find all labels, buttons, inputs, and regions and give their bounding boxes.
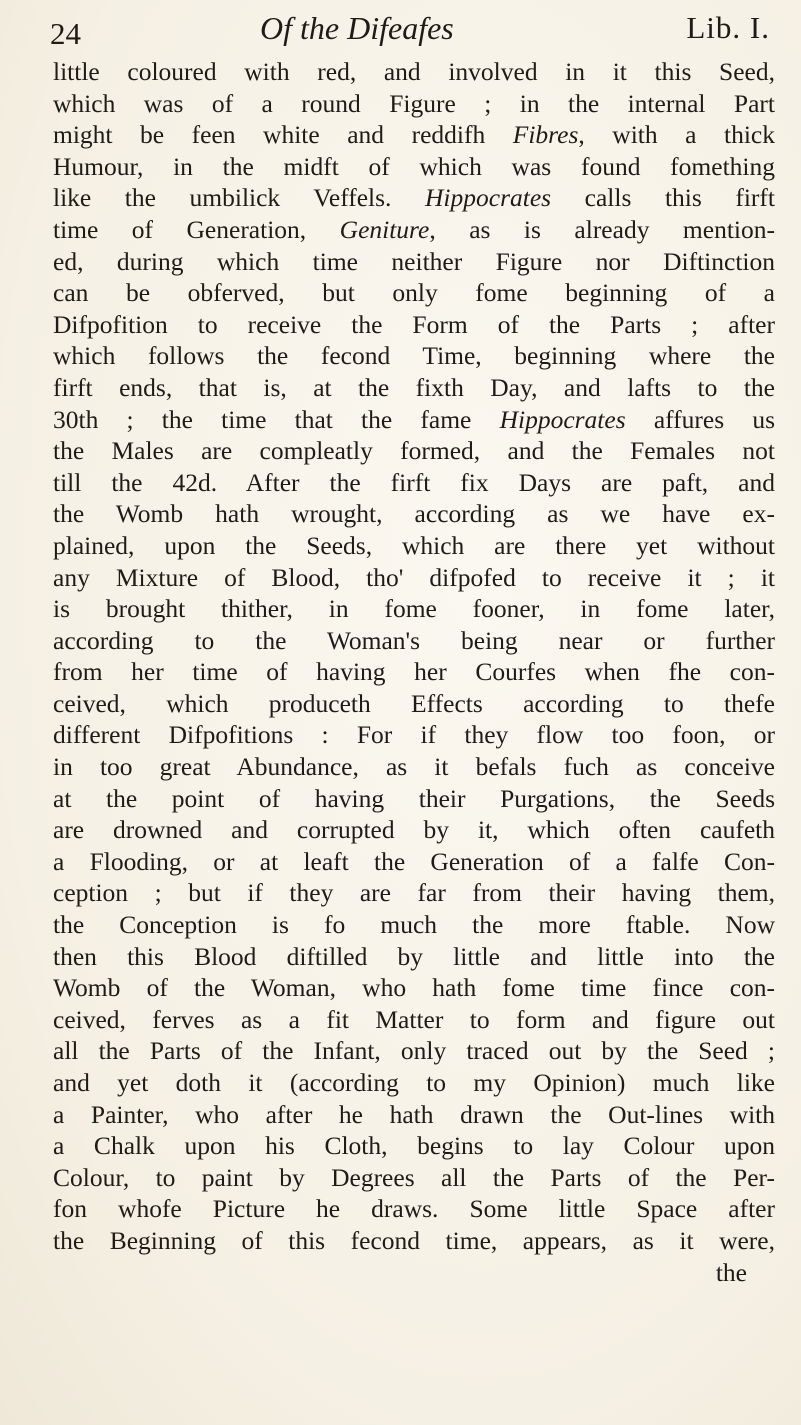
body-text	[53, 56, 775, 1288]
page-number: 24	[50, 16, 81, 51]
text-line: a Chalk upon his Cloth, begins to lay Colour upon	[53, 1131, 775, 1161]
text-line: Colour, to paint by Degrees all the Parts of the Per-	[53, 1162, 775, 1192]
text-line: the	[715, 1257, 747, 1287]
text-line: Womb of the Woman, who hath fome time fince con-	[53, 973, 775, 1003]
text-line: little coloured with red, and involved in it this Seed,	[53, 57, 775, 86]
text-line: according to the Woman's being near or further	[53, 625, 775, 655]
text-line: ed, during which time neither Figure nor Diftinction	[53, 246, 775, 276]
text-line: then this Blood diftilled by little and little into the	[53, 941, 775, 971]
text-line: might be feen white and reddifh Fibres, with a thick	[53, 120, 775, 150]
text-line: plained, upon the Seeds, which are there yet without	[53, 530, 775, 560]
text-line: 30th ; the time that the fame Hippocrates affures us	[53, 404, 776, 434]
text-line: is brought thither, in fome fooner, in fome later,	[53, 594, 775, 624]
text-line: a Flooding, or at leaft the Generation of a falfe Con-	[53, 846, 775, 876]
text-line: different Difpofitions : For if they flow too foon, or	[53, 720, 775, 750]
text-line: like the umbilick Veffels. Hippocrates calls this firft	[53, 183, 776, 213]
book-reference: Lib. I.	[686, 10, 770, 45]
text-line: all the Parts of the Infant, only traced out by the Seed ;	[53, 1036, 775, 1066]
text-line: from her time of having her Courfes when fhe con-	[53, 657, 775, 687]
text-line: ceived, which produceth Effects according to thefe	[53, 688, 775, 718]
text-line: which follows the fecond Time, beginning where the	[53, 341, 775, 371]
text-line: firft ends, that is, at the fixth Day, and lafts to the	[53, 372, 775, 402]
text-line: and yet doth it (according to my Opinion) much like	[53, 1068, 775, 1097]
text-line: the Beginning of this fecond time, appears, as it were,	[53, 1225, 775, 1255]
text-line: Humour, in the midft of which was found fomething	[53, 151, 775, 181]
text-line: till the 42d. After the firft fix Days are paft, and	[53, 467, 775, 497]
text-line: ceived, ferves as a fit Matter to form and figure out	[53, 1004, 775, 1034]
page-header	[50, 6, 770, 54]
text-line: fon whofe Picture he draws. Some little Space after	[53, 1194, 775, 1224]
text-line: a Painter, who after he hath drawn the Out-lines with	[53, 1099, 775, 1129]
text-line: at the point of having their Purgations, the Seeds	[53, 783, 775, 813]
text-line: in too great Abundance, as it befals fuch as conceive	[53, 752, 775, 782]
text-line: can be obferved, but only fome beginning of a	[53, 278, 775, 308]
text-line: the Conception is fo much the more ftable. Now	[53, 910, 775, 940]
text-line: Difpofition to receive the Form of the Parts ; after	[53, 309, 775, 339]
running-title: Of the Difeafes	[260, 10, 454, 46]
text-line: the Males are compleatly formed, and the Females not	[53, 436, 775, 466]
text-line: which was of a round Figure ; in the internal Part	[53, 88, 775, 118]
text-line: are drowned and corrupted by it, which often caufeth	[53, 815, 775, 845]
text-line: the Womb hath wrought, according as we have ex-	[53, 499, 775, 529]
text-line: any Mixture of Blood, tho' difpofed to receive it ; it	[53, 562, 775, 592]
text-line: time of Generation, Geniture, as is already mention-	[53, 214, 775, 244]
text-line: ception ; but if they are far from their having them,	[53, 878, 775, 908]
